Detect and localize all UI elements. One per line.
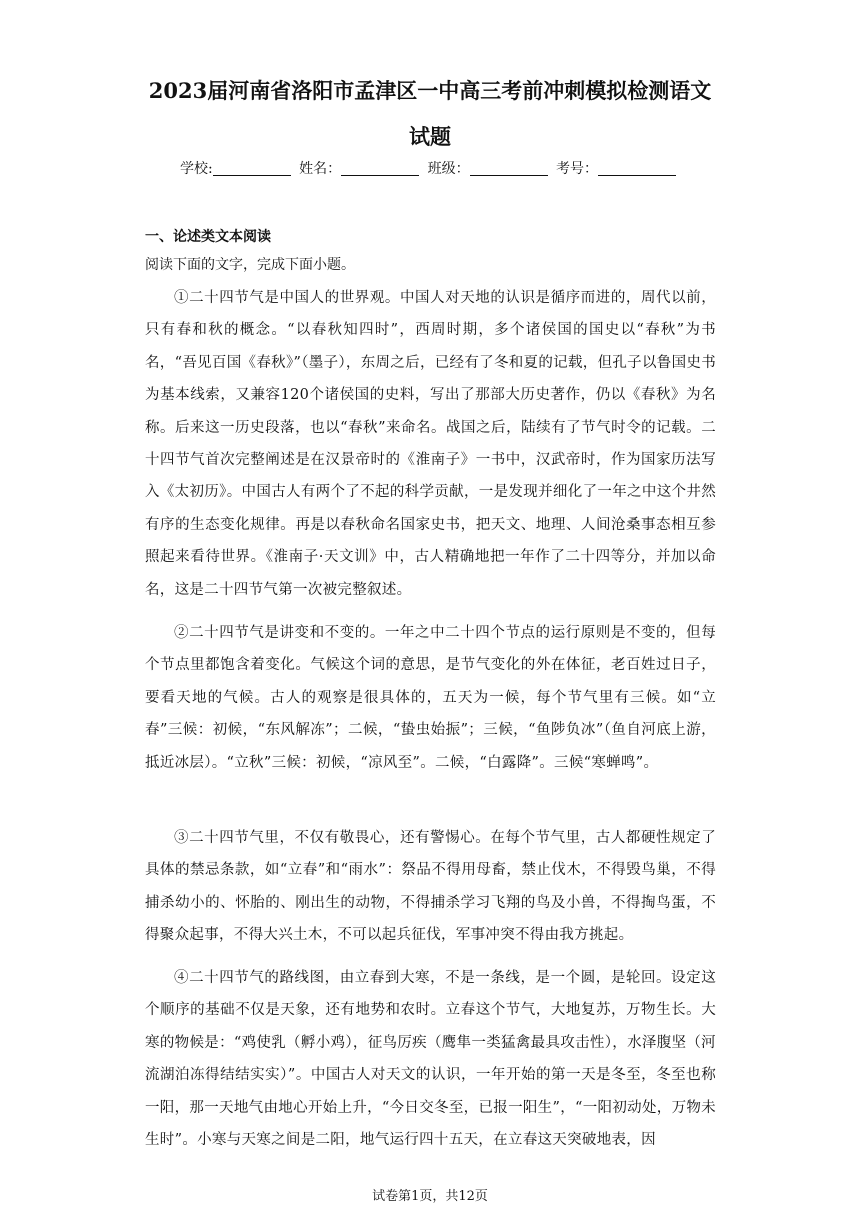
number-label: 考号： — [556, 161, 599, 177]
paragraph-4: ④二十四节气的路线图，由立春到大寒，不是一条线，是一个圆，是轮回。设定这个顺序的基础不仅是天象，还有地势和农时。立春这个节气，大地复苏，万物生长。大寒的物候是：“鸡使乳（孵小鸡），征鸟厉疾（鹰隼一类猛禽最具攻击性），水泽腹坚（河流湖泊冻得结结实实）”。中国古人对天文的认识，一年开始的第一天是冬至，冬至也称一阳，那一天地气由地心开始上升，“今日交冬至，已报一阳生”，“一阳初动处，万物未生时”。小寒与天寒之间是二阳，地气运行四十五天，在立春这天突破地表，因 — [145, 970, 716, 1149]
exam-title-line-1: 2023届河南省洛阳市孟津区一中高三考前冲刺模拟检测语文 — [148, 78, 712, 103]
section-instruction: 阅读下面的文字，完成下面小题。 — [145, 257, 355, 273]
school-label: 学校: — [179, 161, 213, 177]
name-label: 姓名： — [299, 161, 342, 177]
exam-title-line-2: 试题 — [409, 124, 451, 149]
class-blank[interactable] — [470, 161, 548, 176]
class-label: 班级： — [427, 161, 470, 177]
section-heading: 一、论述类文本阅读 — [145, 229, 271, 245]
paragraph-1: ①二十四节气是中国人的世界观。中国人对天地的认识是循序而进的，周代以前，只有春和秋的概念。“以春秋知四时”，西周时期，多个诸侯国的国史以“春秋”为书名，“吾见百国《春秋》”（墨子），东周之后，已经有了冬和夏的记载，但孔子以鲁国史书为基本线索，又兼容120个诸侯国的史料，写出了那部大历史著作，仍以《春秋》为名称。后来这一历史段落，也以“春秋”来命名。战国之后，陆续有了节气时令的记载。二十四节气首次完整阐述是在汉景帝时的《淮南子》一书中，汉武帝时，作为国家历法写入《太初历》。中国古人有两个了不起的科学贡献，一是发现并细化了一年之中这个井然有序的生态变化规律。再是以春秋命名国家史书，把天文、地理、人间沧桑事态相互参照起来看待世界。《淮南子·天文训》中，古人精确地把一年作了二十四等分，并加以命名，这是二十四节气第一次被完整叙述。 — [145, 290, 716, 598]
school-blank[interactable] — [213, 161, 291, 176]
paragraph-2: ②二十四节气是讲变和不变的。一年之中二十四个节点的运行原则是不变的，但每个节点里都饱含着变化。气候这个词的意思，是节气变化的外在体征，老百姓过日子，要看天地的气候。古人的观察是很具体的，五天为一候，每个节气里有三候。如“立春”三候：初候，“东风解冻”；二候，“蛰虫始振”；三候，“鱼陟负冰”（鱼自河底上游，抵近冰层）。“立秋”三候：初候，“凉风至”。二候，“白露降”。三候“寒蝉鸣”。 — [145, 625, 716, 771]
student-info-row — [0, 158, 860, 178]
number-blank[interactable] — [598, 161, 676, 176]
name-blank[interactable] — [341, 161, 419, 176]
paragraph-3: ③二十四节气里，不仅有敬畏心，还有警惕心。在每个节气里，古人都硬性规定了具体的禁忌条款，如“立春”和“雨水”：祭品不得用母畜，禁止伐木，不得毁鸟巢，不得捕杀幼小的、怀胎的、刚出生的动物，不得捕杀学习飞翔的鸟及小兽，不得掏鸟蛋，不得聚众起事，不得大兴土木，不可以起兵征伐，军事冲突不得由我方挑起。 — [145, 830, 716, 944]
page-footer: 试卷第1页，共12页 — [372, 1189, 488, 1204]
